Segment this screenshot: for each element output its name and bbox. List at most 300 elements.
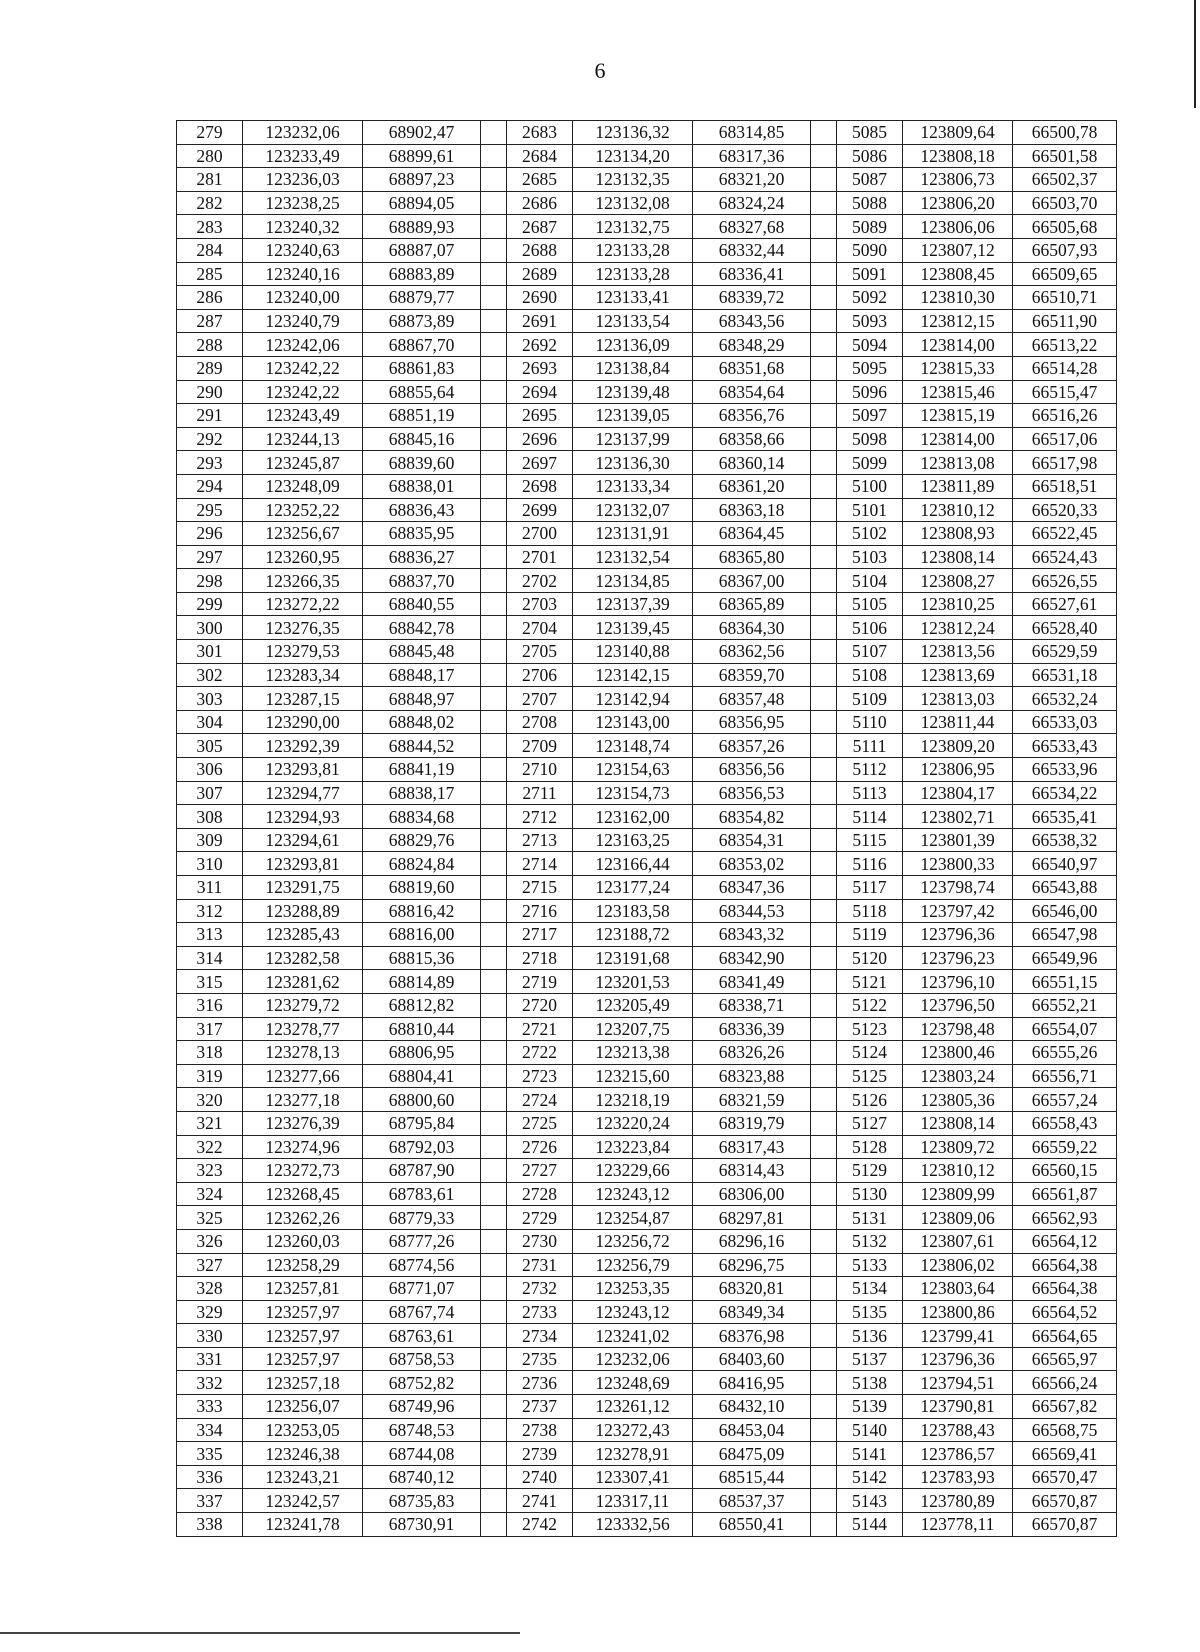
y-coordinate-cell: 66502,37 [1013,168,1117,192]
y-coordinate-cell: 68795,84 [363,1111,481,1135]
y-coordinate-cell: 68829,76 [363,828,481,852]
x-coordinate-cell: 123808,45 [903,262,1013,286]
point-number-cell: 280 [177,144,243,168]
separator-cell [481,663,507,687]
point-number-cell: 2707 [507,687,573,711]
point-number-cell: 2726 [507,1135,573,1159]
separator-cell [481,710,507,734]
x-coordinate-cell: 123223,84 [573,1135,693,1159]
separator-cell [811,592,837,616]
x-coordinate-cell: 123139,05 [573,404,693,428]
separator-cell [811,1182,837,1206]
x-coordinate-cell: 123801,39 [903,828,1013,852]
x-coordinate-cell: 123257,18 [243,1371,363,1395]
point-number-cell: 336 [177,1465,243,1489]
x-coordinate-cell: 123809,99 [903,1182,1013,1206]
point-number-cell: 2709 [507,734,573,758]
separator-cell [481,852,507,876]
separator-cell [811,474,837,498]
y-coordinate-cell: 68317,43 [693,1135,811,1159]
point-number-cell: 2722 [507,1041,573,1065]
point-number-cell: 2699 [507,498,573,522]
point-number-cell: 5094 [837,333,903,357]
y-coordinate-cell: 68816,00 [363,923,481,947]
y-coordinate-cell: 66509,65 [1013,262,1117,286]
point-number-cell: 289 [177,356,243,380]
x-coordinate-cell: 123242,57 [243,1489,363,1513]
table-row [177,734,1117,758]
point-number-cell: 5103 [837,545,903,569]
y-coordinate-cell: 66531,18 [1013,663,1117,687]
y-coordinate-cell: 68416,95 [693,1371,811,1395]
x-coordinate-cell: 123806,02 [903,1253,1013,1277]
y-coordinate-cell: 66503,70 [1013,191,1117,215]
point-number-cell: 5109 [837,687,903,711]
x-coordinate-cell: 123291,75 [243,876,363,900]
point-number-cell: 2738 [507,1418,573,1442]
y-coordinate-cell: 66564,65 [1013,1324,1117,1348]
x-coordinate-cell: 123245,87 [243,451,363,475]
y-coordinate-cell: 68855,64 [363,380,481,404]
y-coordinate-cell: 68848,97 [363,687,481,711]
y-coordinate-cell: 66526,55 [1013,569,1117,593]
x-coordinate-cell: 123813,69 [903,663,1013,687]
point-number-cell: 308 [177,805,243,829]
point-number-cell: 2705 [507,640,573,664]
y-coordinate-cell: 68838,17 [363,781,481,805]
x-coordinate-cell: 123142,15 [573,663,693,687]
y-coordinate-cell: 68834,68 [363,805,481,829]
point-number-cell: 5124 [837,1041,903,1065]
y-coordinate-cell: 68839,60 [363,451,481,475]
separator-cell [481,970,507,994]
y-coordinate-cell: 68320,81 [693,1277,811,1301]
separator-cell [481,1206,507,1230]
x-coordinate-cell: 123133,28 [573,262,693,286]
point-number-cell: 2725 [507,1111,573,1135]
separator-cell [811,286,837,310]
x-coordinate-cell: 123256,79 [573,1253,693,1277]
separator-cell [811,758,837,782]
separator-cell [811,1111,837,1135]
x-coordinate-cell: 123166,44 [573,852,693,876]
point-number-cell: 5104 [837,569,903,593]
point-number-cell: 2690 [507,286,573,310]
separator-cell [481,1182,507,1206]
separator-cell [481,144,507,168]
y-coordinate-cell: 68810,44 [363,1017,481,1041]
y-coordinate-cell: 68326,26 [693,1041,811,1065]
y-coordinate-cell: 68376,98 [693,1324,811,1348]
separator-cell [811,545,837,569]
table-row [177,970,1117,994]
y-coordinate-cell: 68347,36 [693,876,811,900]
x-coordinate-cell: 123780,89 [903,1489,1013,1513]
point-number-cell: 2701 [507,545,573,569]
y-coordinate-cell: 68848,02 [363,710,481,734]
y-coordinate-cell: 68749,96 [363,1395,481,1419]
y-coordinate-cell: 68845,16 [363,427,481,451]
y-coordinate-cell: 68357,48 [693,687,811,711]
x-coordinate-cell: 123244,13 [243,427,363,451]
point-number-cell: 5108 [837,663,903,687]
point-number-cell: 300 [177,616,243,640]
x-coordinate-cell: 123132,08 [573,191,693,215]
separator-cell [811,168,837,192]
point-number-cell: 2723 [507,1064,573,1088]
x-coordinate-cell: 123218,19 [573,1088,693,1112]
separator-cell [811,569,837,593]
separator-cell [811,1371,837,1395]
y-coordinate-cell: 68515,44 [693,1465,811,1489]
y-coordinate-cell: 68296,16 [693,1229,811,1253]
x-coordinate-cell: 123798,74 [903,876,1013,900]
separator-cell [481,1465,507,1489]
x-coordinate-cell: 123140,88 [573,640,693,664]
table-row [177,1371,1117,1395]
point-number-cell: 288 [177,333,243,357]
x-coordinate-cell: 123802,71 [903,805,1013,829]
x-coordinate-cell: 123796,36 [903,923,1013,947]
y-coordinate-cell: 68899,61 [363,144,481,168]
point-number-cell: 2736 [507,1371,573,1395]
table-row [177,687,1117,711]
separator-cell [811,781,837,805]
y-coordinate-cell: 68351,68 [693,356,811,380]
separator-cell [481,1229,507,1253]
y-coordinate-cell: 68748,53 [363,1418,481,1442]
x-coordinate-cell: 123177,24 [573,876,693,900]
y-coordinate-cell: 68740,12 [363,1465,481,1489]
y-coordinate-cell: 68848,17 [363,663,481,687]
x-coordinate-cell: 123240,32 [243,215,363,239]
y-coordinate-cell: 68752,82 [363,1371,481,1395]
x-coordinate-cell: 123810,12 [903,1159,1013,1183]
x-coordinate-cell: 123133,34 [573,474,693,498]
x-coordinate-cell: 123809,72 [903,1135,1013,1159]
point-number-cell: 5137 [837,1347,903,1371]
separator-cell [481,1324,507,1348]
x-coordinate-cell: 123796,36 [903,1347,1013,1371]
y-coordinate-cell: 66540,97 [1013,852,1117,876]
separator-cell [481,1395,507,1419]
table-row [177,309,1117,333]
x-coordinate-cell: 123804,17 [903,781,1013,805]
separator-cell [811,191,837,215]
point-number-cell: 2711 [507,781,573,805]
x-coordinate-cell: 123272,43 [573,1418,693,1442]
point-number-cell: 5144 [837,1513,903,1537]
y-coordinate-cell: 68550,41 [693,1513,811,1537]
x-coordinate-cell: 123809,20 [903,734,1013,758]
x-coordinate-cell: 123242,22 [243,356,363,380]
separator-cell [481,498,507,522]
x-coordinate-cell: 123805,36 [903,1088,1013,1112]
point-number-cell: 290 [177,380,243,404]
separator-cell [481,1442,507,1466]
separator-cell [811,215,837,239]
y-coordinate-cell: 68838,01 [363,474,481,498]
point-number-cell: 5116 [837,852,903,876]
separator-cell [811,640,837,664]
point-number-cell: 337 [177,1489,243,1513]
x-coordinate-cell: 123246,38 [243,1442,363,1466]
x-coordinate-cell: 123220,24 [573,1111,693,1135]
point-number-cell: 2698 [507,474,573,498]
x-coordinate-cell: 123191,68 [573,946,693,970]
x-coordinate-cell: 123278,91 [573,1442,693,1466]
point-number-cell: 301 [177,640,243,664]
point-number-cell: 5138 [837,1371,903,1395]
x-coordinate-cell: 123248,09 [243,474,363,498]
separator-cell [481,121,507,145]
y-coordinate-cell: 68840,55 [363,592,481,616]
separator-cell [481,427,507,451]
x-coordinate-cell: 123812,15 [903,309,1013,333]
point-number-cell: 2691 [507,309,573,333]
point-number-cell: 2715 [507,876,573,900]
x-coordinate-cell: 123252,22 [243,498,363,522]
separator-cell [811,710,837,734]
y-coordinate-cell: 68475,09 [693,1442,811,1466]
x-coordinate-cell: 123281,62 [243,970,363,994]
x-coordinate-cell: 123241,78 [243,1513,363,1537]
y-coordinate-cell: 66532,24 [1013,687,1117,711]
point-number-cell: 307 [177,781,243,805]
point-number-cell: 5085 [837,121,903,145]
point-number-cell: 281 [177,168,243,192]
x-coordinate-cell: 123790,81 [903,1395,1013,1419]
point-number-cell: 5122 [837,993,903,1017]
separator-cell [811,1206,837,1230]
y-coordinate-cell: 66564,38 [1013,1277,1117,1301]
separator-cell [481,1064,507,1088]
separator-cell [481,474,507,498]
x-coordinate-cell: 123256,67 [243,522,363,546]
x-coordinate-cell: 123232,06 [243,121,363,145]
x-coordinate-cell: 123332,56 [573,1513,693,1537]
y-coordinate-cell: 68314,85 [693,121,811,145]
separator-cell [481,876,507,900]
separator-cell [481,946,507,970]
x-coordinate-cell: 123799,41 [903,1324,1013,1348]
separator-cell [481,215,507,239]
point-number-cell: 2683 [507,121,573,145]
point-number-cell: 334 [177,1418,243,1442]
table-row [177,1489,1117,1513]
y-coordinate-cell: 66533,43 [1013,734,1117,758]
point-number-cell: 5110 [837,710,903,734]
y-coordinate-cell: 68867,70 [363,333,481,357]
x-coordinate-cell: 123257,97 [243,1324,363,1348]
x-coordinate-cell: 123813,03 [903,687,1013,711]
point-number-cell: 5087 [837,168,903,192]
point-number-cell: 2735 [507,1347,573,1371]
y-coordinate-cell: 66557,24 [1013,1088,1117,1112]
y-coordinate-cell: 66538,32 [1013,828,1117,852]
point-number-cell: 2742 [507,1513,573,1537]
x-coordinate-cell: 123183,58 [573,899,693,923]
x-coordinate-cell: 123213,38 [573,1041,693,1065]
y-coordinate-cell: 68879,77 [363,286,481,310]
x-coordinate-cell: 123808,18 [903,144,1013,168]
separator-cell [481,1017,507,1041]
point-number-cell: 279 [177,121,243,145]
y-coordinate-cell: 68897,23 [363,168,481,192]
point-number-cell: 317 [177,1017,243,1041]
point-number-cell: 304 [177,710,243,734]
point-number-cell: 2703 [507,592,573,616]
separator-cell [481,616,507,640]
x-coordinate-cell: 123307,41 [573,1465,693,1489]
point-number-cell: 2741 [507,1489,573,1513]
y-coordinate-cell: 68837,70 [363,569,481,593]
y-coordinate-cell: 68336,41 [693,262,811,286]
point-number-cell: 5143 [837,1489,903,1513]
point-number-cell: 5092 [837,286,903,310]
point-number-cell: 302 [177,663,243,687]
x-coordinate-cell: 123815,46 [903,380,1013,404]
y-coordinate-cell: 66515,47 [1013,380,1117,404]
x-coordinate-cell: 123293,81 [243,852,363,876]
y-coordinate-cell: 68787,90 [363,1159,481,1183]
x-coordinate-cell: 123808,93 [903,522,1013,546]
x-coordinate-cell: 123810,12 [903,498,1013,522]
point-number-cell: 5114 [837,805,903,829]
point-number-cell: 5126 [837,1088,903,1112]
table-row [177,451,1117,475]
x-coordinate-cell: 123257,81 [243,1277,363,1301]
y-coordinate-cell: 68758,53 [363,1347,481,1371]
x-coordinate-cell: 123800,86 [903,1300,1013,1324]
y-coordinate-cell: 68361,20 [693,474,811,498]
separator-cell [481,1371,507,1395]
x-coordinate-cell: 123288,89 [243,899,363,923]
separator-cell [811,262,837,286]
separator-cell [811,238,837,262]
separator-cell [481,1347,507,1371]
separator-cell [811,333,837,357]
y-coordinate-cell: 66549,96 [1013,946,1117,970]
x-coordinate-cell: 123796,10 [903,970,1013,994]
y-coordinate-cell: 68887,07 [363,238,481,262]
table-row [177,1017,1117,1041]
point-number-cell: 2734 [507,1324,573,1348]
x-coordinate-cell: 123132,35 [573,168,693,192]
point-number-cell: 2689 [507,262,573,286]
x-coordinate-cell: 123809,06 [903,1206,1013,1230]
x-coordinate-cell: 123232,06 [573,1347,693,1371]
y-coordinate-cell: 66535,41 [1013,805,1117,829]
y-coordinate-cell: 68327,68 [693,215,811,239]
point-number-cell: 319 [177,1064,243,1088]
point-number-cell: 5141 [837,1442,903,1466]
y-coordinate-cell: 68800,60 [363,1088,481,1112]
point-number-cell: 2685 [507,168,573,192]
table-row [177,828,1117,852]
separator-cell [811,1229,837,1253]
table-row [177,545,1117,569]
y-coordinate-cell: 66554,07 [1013,1017,1117,1041]
x-coordinate-cell: 123215,60 [573,1064,693,1088]
x-coordinate-cell: 123241,02 [573,1324,693,1348]
y-coordinate-cell: 68819,60 [363,876,481,900]
y-coordinate-cell: 66558,43 [1013,1111,1117,1135]
point-number-cell: 322 [177,1135,243,1159]
y-coordinate-cell: 68363,18 [693,498,811,522]
separator-cell [811,121,837,145]
table-row [177,474,1117,498]
y-coordinate-cell: 68432,10 [693,1395,811,1419]
y-coordinate-cell: 68841,19 [363,758,481,782]
separator-cell [811,427,837,451]
y-coordinate-cell: 68806,95 [363,1041,481,1065]
point-number-cell: 321 [177,1111,243,1135]
x-coordinate-cell: 123136,09 [573,333,693,357]
separator-cell [481,286,507,310]
x-coordinate-cell: 123813,56 [903,640,1013,664]
x-coordinate-cell: 123262,26 [243,1206,363,1230]
separator-cell [811,404,837,428]
x-coordinate-cell: 123279,72 [243,993,363,1017]
y-coordinate-cell: 68767,74 [363,1300,481,1324]
x-coordinate-cell: 123786,57 [903,1442,1013,1466]
x-coordinate-cell: 123138,84 [573,356,693,380]
y-coordinate-cell: 66561,87 [1013,1182,1117,1206]
y-coordinate-cell: 68344,53 [693,899,811,923]
x-coordinate-cell: 123154,63 [573,758,693,782]
y-coordinate-cell: 66511,90 [1013,309,1117,333]
table-row [177,592,1117,616]
table-row [177,333,1117,357]
table-row [177,356,1117,380]
x-coordinate-cell: 123137,39 [573,592,693,616]
x-coordinate-cell: 123233,49 [243,144,363,168]
y-coordinate-cell: 68873,89 [363,309,481,333]
y-coordinate-cell: 68354,64 [693,380,811,404]
y-coordinate-cell: 66565,97 [1013,1347,1117,1371]
y-coordinate-cell: 68356,95 [693,710,811,734]
table-row [177,1277,1117,1301]
point-number-cell: 326 [177,1229,243,1253]
separator-cell [811,663,837,687]
x-coordinate-cell: 123260,03 [243,1229,363,1253]
point-number-cell: 286 [177,286,243,310]
table-row [177,852,1117,876]
separator-cell [481,380,507,404]
y-coordinate-cell: 68730,91 [363,1513,481,1537]
separator-cell [811,380,837,404]
x-coordinate-cell: 123136,30 [573,451,693,475]
y-coordinate-cell: 68353,02 [693,852,811,876]
x-coordinate-cell: 123810,30 [903,286,1013,310]
y-coordinate-cell: 66528,40 [1013,616,1117,640]
y-coordinate-cell: 68779,33 [363,1206,481,1230]
y-coordinate-cell: 68777,26 [363,1229,481,1253]
point-number-cell: 2694 [507,380,573,404]
x-coordinate-cell: 123137,99 [573,427,693,451]
x-coordinate-cell: 123243,49 [243,404,363,428]
x-coordinate-cell: 123810,25 [903,592,1013,616]
y-coordinate-cell: 66533,03 [1013,710,1117,734]
y-coordinate-cell: 66517,98 [1013,451,1117,475]
x-coordinate-cell: 123814,00 [903,427,1013,451]
y-coordinate-cell: 68362,56 [693,640,811,664]
point-number-cell: 327 [177,1253,243,1277]
x-coordinate-cell: 123808,14 [903,1111,1013,1135]
x-coordinate-cell: 123143,00 [573,710,693,734]
separator-cell [811,451,837,475]
